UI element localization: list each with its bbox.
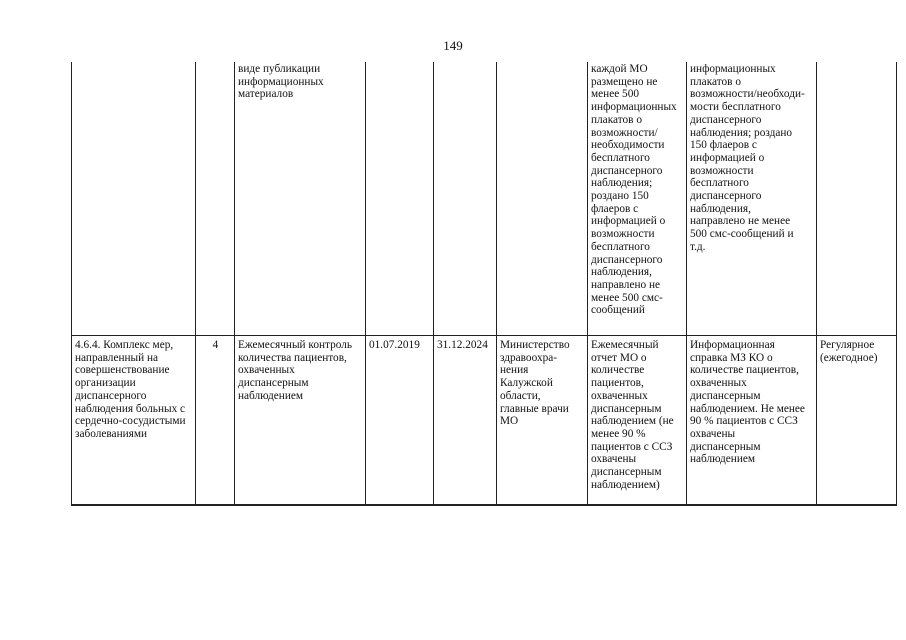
table-row: [72, 62, 897, 336]
result-cell: Информационная справка МЗ КО о количестве пациентов, охваченных диспансерным наблюдением. Не менее 90 % пациентов с ССЗ охвачены диспансерным наблюдением: [687, 336, 817, 506]
responsible-cell: Министерство здравоохра- нения Калужской области, главные врачи МО: [497, 336, 588, 506]
end-date-cell: 31.12.2024: [434, 336, 497, 506]
measure-cell: [72, 62, 196, 336]
indicator-cell: Ежемесячный отчет МО о количестве пациентов, охваченных диспансерным наблюдением (не менее 90 % пациентов с ССЗ охвачены диспансерным наблюдением): [588, 336, 687, 506]
frequency-cell: Регулярное (ежегодное): [817, 336, 897, 506]
responsible-cell: [497, 62, 588, 336]
indicator-cell: каждой МО размещено не менее 500 информационных плакатов о возможности/ необходимости бесплатного диспансерного наблюдения; роздано 150 флаеров с информацией о возможности бесплатного диспансерного наблюдения, направлено не менее 500 смс- сообщений: [588, 62, 687, 336]
frequency-cell: [817, 62, 897, 336]
start-date-cell: 01.07.2019: [366, 336, 434, 506]
page-number: 149: [443, 38, 463, 53]
measure-cell: 4.6.4. Комплекс мер, направленный на совершенствование организации диспансерного наблюдения больных с сердечно-сосудистыми заболеваниями: [72, 336, 196, 506]
event-cell: Ежемесячный контроль количества пациентов, охваченных диспансерным наблюдением: [235, 336, 366, 506]
event-cell: виде публикации информационных материалов: [235, 62, 366, 336]
start-date-cell: [366, 62, 434, 336]
executor-cell: 4: [196, 336, 235, 506]
table-row: [72, 336, 897, 506]
executor-cell: [196, 62, 235, 336]
result-cell: информационных плакатов о возможности/необходи- мости бесплатного диспансерного наблюдения; роздано 150 флаеров с информацией о возможности бесплатного диспансерного наблюдения, направлено не менее 500 смс-сообщений и т.д.: [687, 62, 817, 336]
plan-table: [71, 62, 897, 506]
end-date-cell: [434, 62, 497, 336]
